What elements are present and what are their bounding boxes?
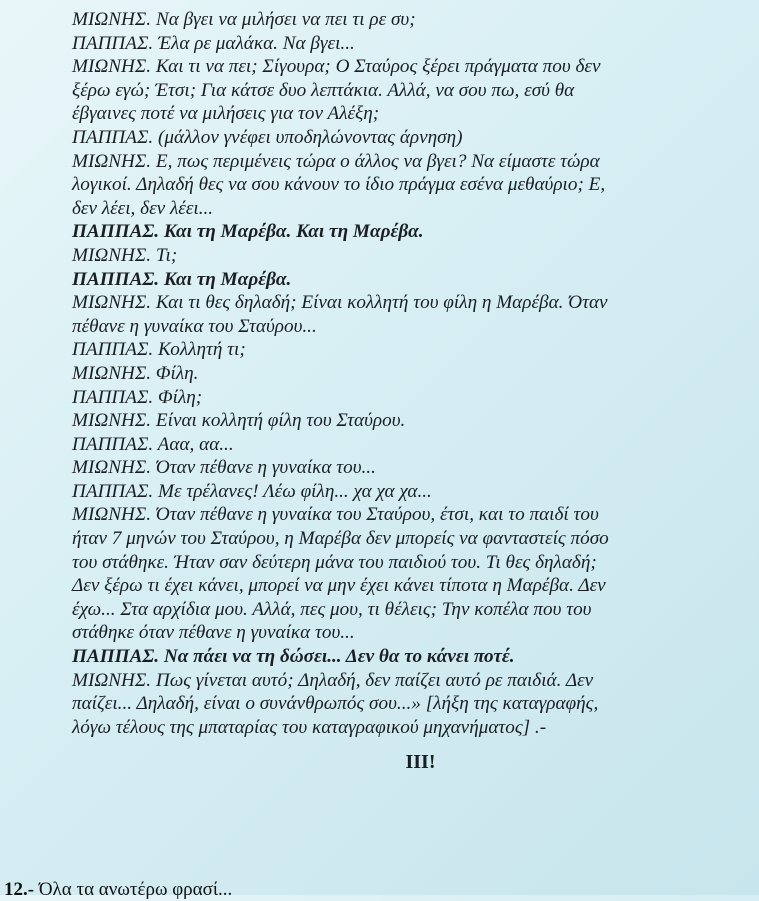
transcript-line: Δεν ξέρω τι έχει κάνει, μπορεί να μην έχει κάνει τίποτα η Μαρέβα. Δεν (72, 575, 606, 597)
footer-paragraph (4, 879, 232, 901)
transcript-line: ΜΙΩΝΗΣ. Και τι να πει; Σίγουρα; Ο Σταύρος ξέρει πράγματα που δεν (72, 56, 601, 78)
transcript-line: λόγω τέλους της μπαταρίας του καταγραφικού μηχανήματος] .- (72, 716, 547, 738)
transcript-body (72, 8, 729, 739)
transcript-line: ΜΙΩΝΗΣ. Και τι θες δηλαδή; Είναι κολλητή του φίλη η Μαρέβα. Όταν (72, 292, 608, 314)
transcript-line: παίζει... Δηλαδή, είναι ο συνάνθρωπός σου...» [λήξη της καταγραφής, (72, 693, 599, 715)
transcript-line: ΠΑΠΠΑΣ. Με τρέλανες! Λέω φίλη... χα χα χα... (72, 480, 432, 502)
paragraph-number: 12.- (4, 879, 35, 900)
transcript-line: ΜΙΩΝΗΣ. Να βγει να μιλήσει να πει τι ρε συ; (72, 9, 416, 30)
transcript-line: ΜΙΩΝΗΣ. Όταν πέθανε η γυναίκα του Σταύρου, έτσι, και το παιδί του (72, 504, 599, 526)
transcript-line: πέθανε η γυναίκα του Σταύρου... (72, 315, 317, 337)
transcript-line: ΜΙΩΝΗΣ. Πως γίνεται αυτό; Δηλαδή, δεν παίζει αυτό ρε παιδιά. Δεν (72, 669, 594, 691)
transcript-line: ήταν 7 μηνών του Σταύρου, η Μαρέβα δεν μπορείς να φανταστείς πόσο (72, 528, 609, 550)
transcript-line: ξέρω εγώ; Έτσι; Για κάτσε δυο λεπτάκια. Αλλά, να σου πω, εσύ θα (72, 79, 575, 101)
transcript-line: έχω... Στα αρχίδια μου. Αλλά, πες μου, τι θέλεις; Την κοπέλα που του (72, 598, 592, 620)
transcript-line: ΜΙΩΝΗΣ. Φίλη. (72, 362, 199, 384)
transcript-line: έβγαινες ποτέ να μιλήσεις για τον Αλέξη; (72, 103, 380, 125)
transcript-line: ΜΙΩΝΗΣ. Ε, πως περιμένεις τώρα ο άλλος να βγει? Να είμαστε τώρα (72, 150, 600, 172)
transcript-line: ΠΑΠΠΑΣ. Και τη Μαρέβα. (72, 268, 292, 290)
transcript-line: ΜΙΩΝΗΣ. Τι; (72, 244, 178, 266)
transcript-line: ΠΑΠΠΑΣ. Κολλητή τι; (72, 339, 246, 361)
transcript-line: λογικοί. Δηλαδή θες να σου κάνουν το ίδιο πράγμα εσένα μεθαύριο; Ε, (72, 174, 606, 196)
section-heading: III! (405, 751, 436, 774)
transcript-line: ΜΙΩΝΗΣ. Όταν πέθανε η γυναίκα του... (72, 457, 376, 479)
transcript-line: δεν λέει, δεν λέει... (72, 197, 214, 219)
transcript-line: ΜΙΩΝΗΣ. Είναι κολλητή φίλη του Σταύρου. (72, 410, 406, 432)
transcript-line: ΠΑΠΠΑΣ. Και τη Μαρέβα. Και τη Μαρέβα. (72, 221, 424, 243)
transcript-line: ΠΑΠΠΑΣ. Ααα, αα... (72, 433, 234, 455)
paragraph-text: Όλα τα ανωτέρω φρασί... (38, 879, 233, 900)
transcript-line: ΠΑΠΠΑΣ. Φίλη; (72, 386, 203, 408)
transcript-line: στάθηκε όταν πέθανε η γυναίκα του... (72, 622, 355, 644)
transcript-line: του στάθηκε. Ήταν σαν δεύτερη μάνα του παιδιού του. Τι θες δηλαδή; (72, 551, 597, 573)
transcript-line: ΠΑΠΠΑΣ. (μάλλον γνέφει υποδηλώνοντας άρνηση) (72, 126, 463, 148)
transcript-line: ΠΑΠΠΑΣ. Έλα ρε μαλάκα. Να βγει... (72, 32, 355, 54)
transcript-line: ΠΑΠΠΑΣ. Να πάει να τη δώσει... Δεν θα το κάνει ποτέ. (72, 646, 515, 668)
